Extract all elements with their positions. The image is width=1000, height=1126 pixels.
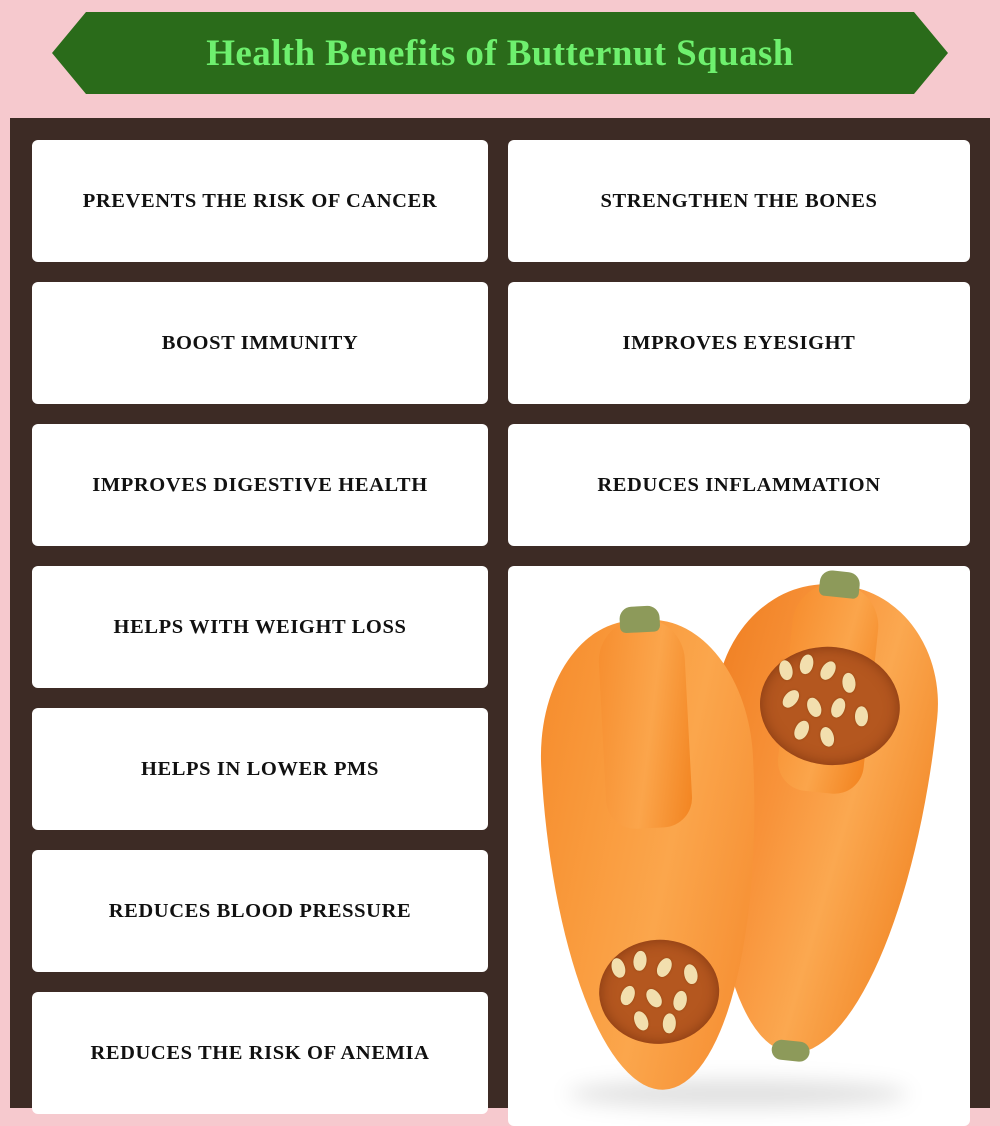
seed (609, 956, 627, 979)
seed (632, 950, 647, 971)
seed (682, 963, 699, 985)
seed (672, 990, 689, 1012)
seed (662, 1013, 676, 1034)
seed (631, 1009, 651, 1032)
seed (798, 653, 815, 676)
header-banner-area (0, 0, 1000, 104)
benefits-grid (32, 140, 974, 1108)
seed (818, 725, 836, 748)
seed (654, 956, 675, 980)
seed (817, 659, 839, 683)
seed (618, 984, 637, 1007)
benefit-card (508, 140, 970, 262)
squash-stem (818, 569, 860, 599)
benefit-card (32, 850, 488, 972)
benefit-card (32, 566, 488, 688)
benefit-label: BOOST IMMUNITY (161, 331, 359, 354)
squash-blossom-end (771, 1039, 811, 1063)
benefit-label: REDUCES INFLAMMATION (597, 473, 881, 496)
seed (804, 696, 824, 719)
seed (643, 986, 665, 1010)
benefit-label: HELPS IN LOWER PMS (140, 757, 380, 780)
squash-stem (619, 605, 660, 633)
benefit-card (32, 424, 488, 546)
benefit-label: STRENGTHEN THE BONES (600, 189, 878, 212)
squash-image-panel (508, 566, 970, 1126)
benefit-card (32, 708, 488, 830)
benefit-card (508, 282, 970, 404)
benefit-card (32, 140, 488, 262)
benefit-card (508, 424, 970, 546)
seed (841, 672, 856, 693)
benefit-label: IMPROVES DIGESTIVE HEALTH (92, 473, 428, 496)
benefits-column-right (508, 140, 970, 1108)
butternut-squash-photo (508, 566, 970, 1126)
page-title: Health Benefits of Butternut Squash (206, 32, 794, 74)
squash-half-front (534, 615, 770, 1095)
benefits-board (10, 118, 990, 1108)
benefit-label: REDUCES THE RISK OF ANEMIA (90, 1041, 430, 1064)
squash-neck (597, 616, 694, 830)
benefit-label: PREVENTS THE RISK OF CANCER (82, 189, 438, 212)
seed (777, 659, 794, 681)
benefit-card (32, 282, 488, 404)
title-ribbon (52, 12, 948, 94)
benefits-column-left (32, 140, 488, 1108)
seed (855, 706, 868, 726)
benefit-label: HELPS WITH WEIGHT LOSS (113, 615, 407, 638)
benefit-card (32, 992, 488, 1114)
benefit-label: IMPROVES EYESIGHT (622, 331, 856, 354)
seed (780, 687, 803, 711)
seed (791, 718, 811, 742)
seed (829, 696, 848, 719)
benefit-label: REDUCES BLOOD PRESSURE (108, 899, 412, 922)
